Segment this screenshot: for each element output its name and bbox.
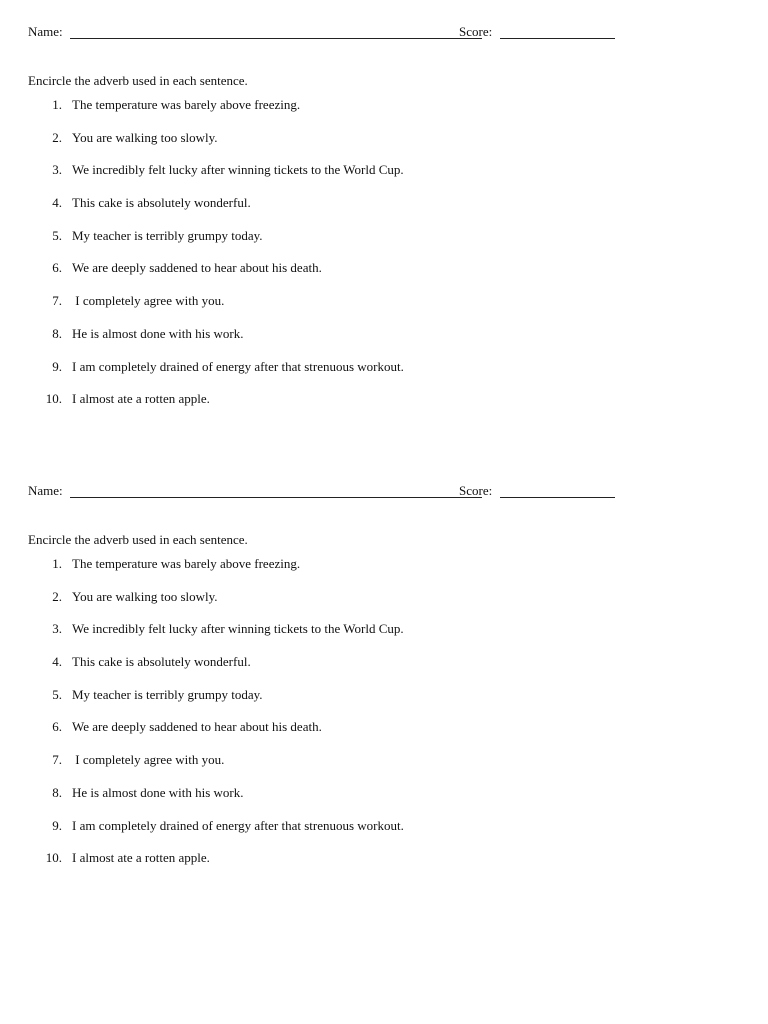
question-item <box>0 686 768 719</box>
question-item <box>0 620 768 653</box>
question-item <box>0 259 768 292</box>
question-item <box>0 390 768 423</box>
question-text: We are deeply saddened to hear about his death. <box>72 260 322 276</box>
question-item <box>0 849 768 882</box>
question-number: 8. <box>52 784 62 800</box>
question-text: I almost ate a rotten apple. <box>72 850 210 866</box>
worksheet-copy-2 <box>0 459 768 866</box>
question-item <box>0 588 768 621</box>
question-text: I completely agree with you. <box>72 752 225 768</box>
question-number: 3. <box>52 162 62 178</box>
question-number: 10. <box>45 850 62 866</box>
question-text: My teacher is terribly grumpy today. <box>72 686 263 702</box>
question-number: 8. <box>52 325 62 341</box>
question-text: My teacher is terribly grumpy today. <box>72 227 263 243</box>
question-number: 6. <box>52 260 62 276</box>
header-row <box>28 481 648 501</box>
question-number: 9. <box>52 817 62 833</box>
worksheet-copy-1 <box>0 0 768 407</box>
question-item <box>0 161 768 194</box>
score-label: Score: <box>459 24 493 39</box>
question-text: I am completely drained of energy after that strenuous workout. <box>72 358 404 374</box>
name-field-line[interactable] <box>70 38 482 39</box>
question-text: I completely agree with you. <box>72 293 225 309</box>
score-label: Score: <box>459 483 493 498</box>
header-row <box>28 22 648 42</box>
question-text: You are walking too slowly. <box>72 588 218 604</box>
question-item <box>0 325 768 358</box>
question-number: 10. <box>45 391 62 407</box>
question-list <box>0 96 768 423</box>
question-item <box>0 129 768 162</box>
question-text: This cake is absolutely wonderful. <box>72 195 251 211</box>
question-item <box>0 718 768 751</box>
question-number: 4. <box>52 654 62 670</box>
question-number: 2. <box>52 129 62 145</box>
name-field-line[interactable] <box>70 497 482 498</box>
question-text: This cake is absolutely wonderful. <box>72 654 251 670</box>
question-item <box>0 555 768 588</box>
instructions: Encircle the adverb used in each sentence. <box>28 532 248 547</box>
question-number: 4. <box>52 195 62 211</box>
question-text: We are deeply saddened to hear about his death. <box>72 719 322 735</box>
instructions: Encircle the adverb used in each sentence. <box>28 73 248 88</box>
name-label: Name: <box>28 483 63 498</box>
question-item <box>0 96 768 129</box>
question-text: You are walking too slowly. <box>72 129 218 145</box>
question-number: 7. <box>52 293 62 309</box>
question-list <box>0 555 768 882</box>
question-text: The temperature was barely above freezing. <box>72 97 301 112</box>
question-item <box>0 653 768 686</box>
question-item <box>0 194 768 227</box>
question-text: We incredibly felt lucky after winning tickets to the World Cup. <box>72 621 404 637</box>
question-item <box>0 751 768 784</box>
question-number: 3. <box>52 621 62 637</box>
question-number: 1. <box>52 97 62 112</box>
question-number: 2. <box>52 588 62 604</box>
question-number: 6. <box>52 719 62 735</box>
question-text: We incredibly felt lucky after winning tickets to the World Cup. <box>72 162 404 178</box>
question-item <box>0 227 768 260</box>
question-text: The temperature was barely above freezing. <box>72 556 301 571</box>
question-text: He is almost done with his work. <box>72 325 244 341</box>
question-number: 5. <box>52 686 62 702</box>
question-text: I almost ate a rotten apple. <box>72 391 210 407</box>
score-field-line[interactable] <box>500 497 615 498</box>
question-item <box>0 292 768 325</box>
question-number: 1. <box>52 556 62 571</box>
question-item <box>0 817 768 850</box>
question-text: He is almost done with his work. <box>72 784 244 800</box>
question-number: 9. <box>52 358 62 374</box>
score-field-line[interactable] <box>500 38 615 39</box>
question-number: 5. <box>52 227 62 243</box>
name-label: Name: <box>28 24 63 39</box>
question-number: 7. <box>52 752 62 768</box>
question-item <box>0 784 768 817</box>
question-text: I am completely drained of energy after that strenuous workout. <box>72 817 404 833</box>
question-item <box>0 358 768 391</box>
